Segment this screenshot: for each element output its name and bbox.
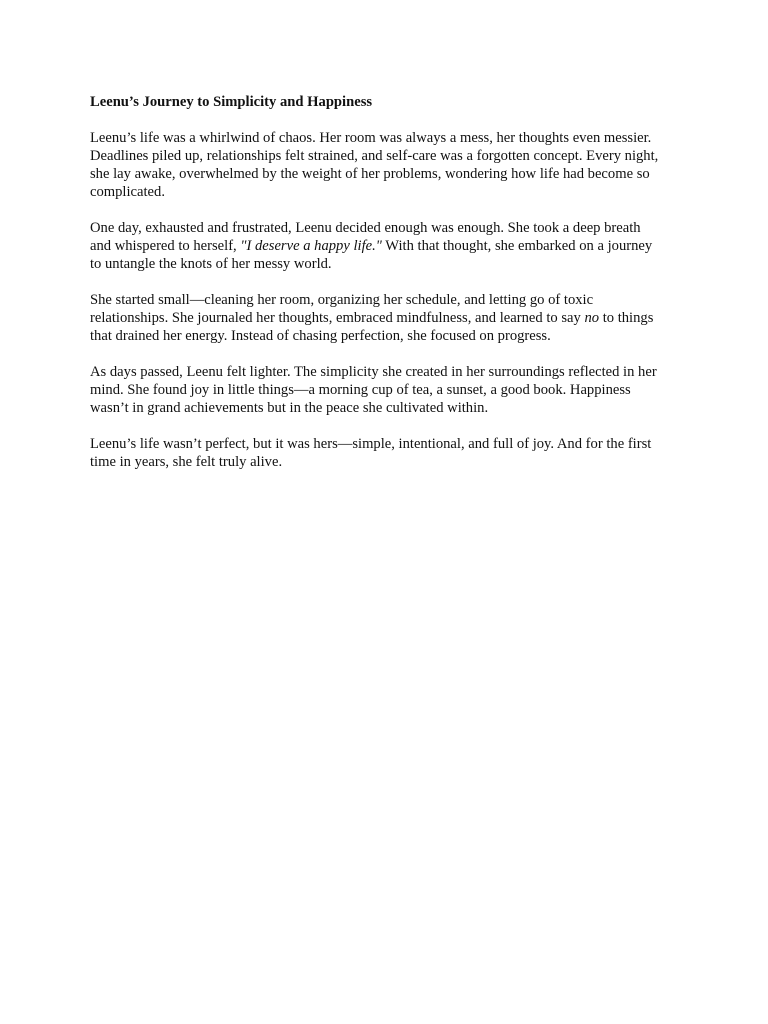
document-title: Leenu’s Journey to Simplicity and Happiness: [90, 94, 373, 110]
paragraph-2-text-after: With that thought, she embarked on a journey to untangle the knots of her messy world.: [90, 238, 653, 272]
paragraph-1: Leenu’s life was a whirlwind of chaos. Her room was always a mess, her thoughts even messier. Deadlines piled up, relationships felt strained, and self-care was a forgotten concept. Every night, she lay awake, overwhelmed by the weight of her problems, wondering how life had become so complicated.: [90, 130, 659, 200]
paragraph-3-emphasis: no: [584, 310, 600, 326]
paragraph-2: [90, 219, 690, 273]
document-body: [90, 93, 690, 489]
paragraph-4: As days passed, Leenu felt lighter. The simplicity she created in her surroundings reflected in her mind. She found joy in little things—a morning cup of tea, a sunset, a good book. Happiness wasn’t in grand achievements but in the peace she cultivated within.: [90, 364, 657, 416]
paragraph-3-text-after: to things that drained her energy. Instead of chasing perfection, she focused on progress.: [90, 310, 654, 344]
paragraph-3-text-before: She started small—cleaning her room, organizing her schedule, and letting go of toxic relationships. She journaled her thoughts, embraced mindfulness, and learned to say: [90, 292, 594, 326]
paragraph-2-emphasis: "I deserve a happy life.": [240, 238, 382, 254]
paragraph-5: Leenu’s life wasn’t perfect, but it was hers—simple, intentional, and full of joy. And for the first time in years, she felt truly alive.: [90, 436, 652, 470]
paragraph-2-text-before: One day, exhausted and frustrated, Leenu decided enough was enough. She took a deep breath and whispered to herself,: [90, 220, 641, 254]
paragraph-3: [90, 291, 690, 345]
